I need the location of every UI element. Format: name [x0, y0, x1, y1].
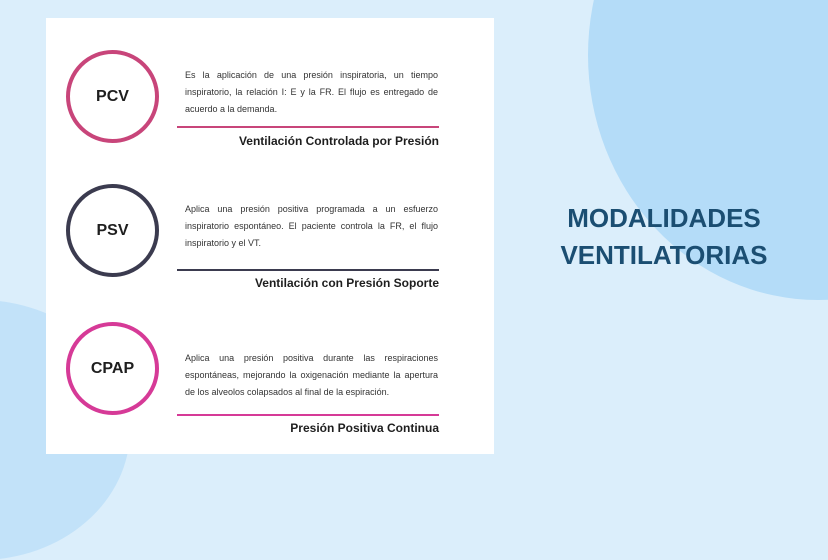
content-card [46, 18, 494, 454]
cpap-circle [66, 322, 159, 415]
pcv-description: Es la aplicación de una presión inspiratoria, un tiempo inspiratorio, la relación I: E y la FR. El flujo es entregado de acuerdo a la demanda. [185, 70, 438, 114]
pcv-acronym: PCV [96, 87, 129, 105]
slide-title [540, 200, 788, 274]
cpap-acronym: CPAP [90, 359, 135, 377]
modality-cpap [46, 322, 494, 442]
cpap-description: Aplica una presión positiva durante las respiraciones espontáneas, mejorando la oxigenación mediante la apertura de los alveolos colapsados al final de la espiración. [185, 353, 438, 397]
slide-title-line2: VENTILATORIAS [560, 240, 768, 270]
cpap-name: Presión Positiva Continua [290, 421, 439, 435]
psv-acronym: PSV [96, 221, 129, 239]
psv-description: Aplica una presión positiva programada a un esfuerzo inspiratorio espontáneo. El paciente controla la FR, el flujo inspiratorio y el VT. [185, 204, 438, 248]
pcv-divider [177, 126, 439, 128]
slide-title-line1: MODALIDADES [567, 203, 761, 233]
pcv-name: Ventilación Controlada por Presión [238, 134, 439, 148]
psv-name: Ventilación con Presión Soporte [254, 276, 439, 290]
psv-circle [66, 184, 159, 277]
modality-pcv [46, 44, 494, 164]
modality-psv [46, 178, 494, 298]
psv-divider [177, 269, 439, 271]
cpap-divider [177, 414, 439, 416]
pcv-circle [66, 50, 159, 143]
